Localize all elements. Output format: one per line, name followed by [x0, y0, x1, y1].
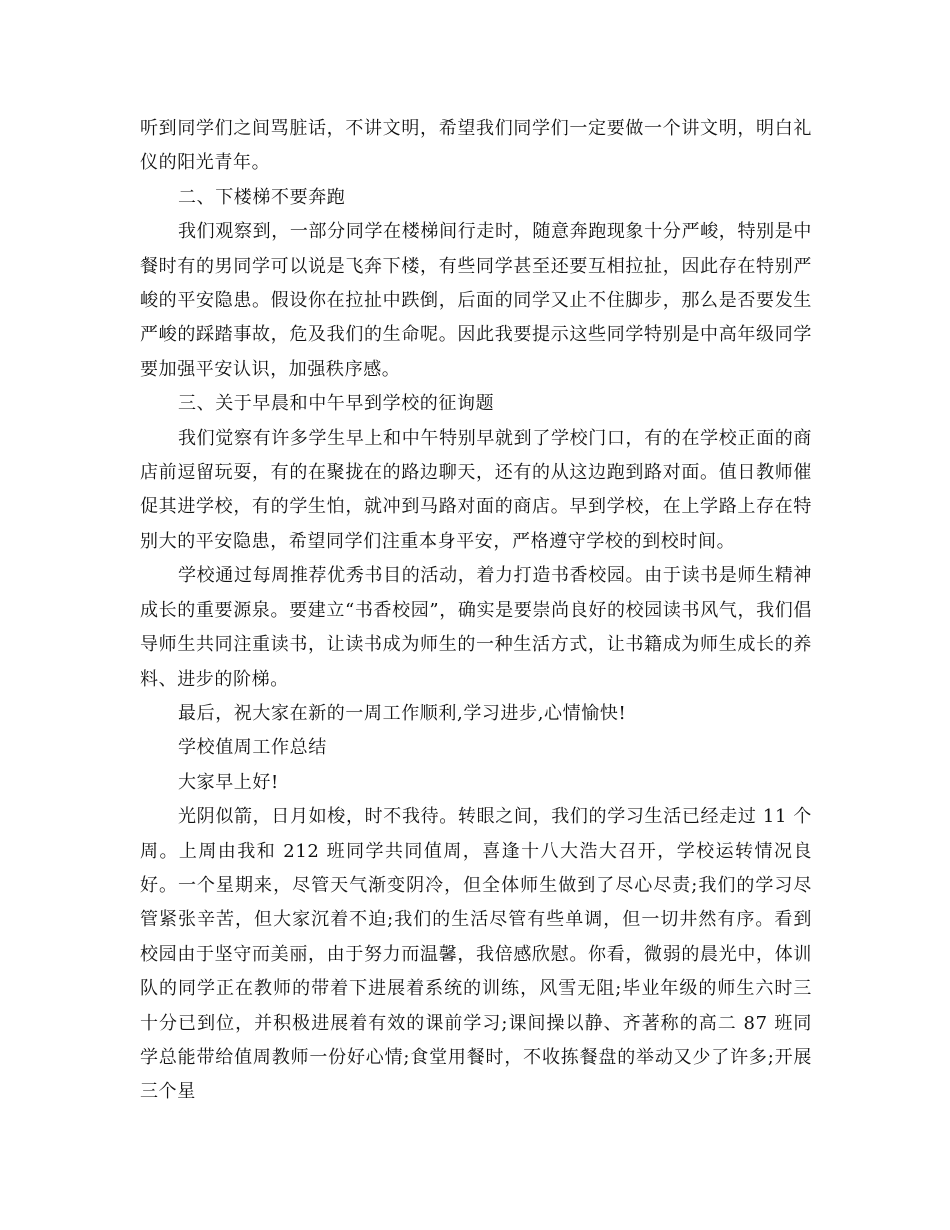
- paragraph-closing-wishes: 最后，祝大家在新的一周工作顺利,学习进步,心情愉快!: [178, 702, 627, 724]
- greeting: 大家早上好!: [178, 771, 279, 793]
- paragraph-1: 听到同学们之间骂脏话，不讲文明，希望我们同学们一定要做一个讲文明，明白礼仪的阳光青年。: [140, 118, 812, 174]
- section-heading-stairs: 二、下楼梯不要奔跑: [178, 186, 346, 208]
- paragraph-weekly-summary: 光阴似箭，日月如梭，时不我待。转眼之间，我们的学习生活已经走过 11 个周。上周由我和 212 班同学共同值周，喜逢十八大浩大召开，学校运转情况良好。一个星期来，尽管天气渐变阴冷，但全体师生做到了尽心尽责;我们的学习尽管紧张辛苦，但大家沉着不迫;我们的生活尽管有些单调，但一切井然有序。看到校园由于坚守而美丽，由于努力而温馨，我倍感欣慰。你看，微弱的晨光中，体训队的同学正在教师的带着下进展着系统的训练，风雪无阻;毕业年级的师生六时三十分已到位，并积极进展着有效的课前学习;课间操以静、齐著称的高二 87 班同学总能带给值周教师一份好心情;食堂用餐时，不收拣餐盘的举动又少了许多;开展三个星: [140, 806, 812, 1103]
- section-heading-early-arrival: 三、关于早晨和中午早到学校的征询题: [178, 393, 495, 415]
- paragraph-stairs: 我们观察到，一部分同学在楼梯间行走时，随意奔跑现象十分严峻，特别是中餐时有的男同学可以说是飞奔下楼，有些同学甚至还要互相拉扯，因此存在特别严峻的平安隐患。假设你在拉扯中跌倒，后面的同学又止不住脚步，那么是否要发生严峻的踩踏事故，危及我们的生命呢。因此我要提示这些同学特别是中高年级同学要加强平安认识，加强秩序感。: [140, 221, 812, 380]
- paragraph-early-arrival: 我们觉察有许多学生早上和中午特别早就到了学校门口，有的在学校正面的商店前逗留玩耍，有的在聚拢在的路边聊天，还有的从这边跑到路对面。值日教师催促其进学校，有的学生怕，就冲到马路对面的商店。早到学校，在上学路上存在特别大的平安隐患，希望同学们注重本身平安，严格遵守学校的到校时间。: [140, 427, 812, 552]
- section-title-weekly-summary: 学校值周工作总结: [178, 737, 327, 759]
- document-body: [140, 112, 812, 1110]
- paragraph-reading-campus: 学校通过每周推荐优秀书目的活动，着力打造书香校园。由于读书是师生精神成长的重要源泉。要建立“书香校园”，确实是要崇尚良好的校园读书风气，我们倡导师生共同注重读书，让读书成为师生的一种生活方式，让书籍成为师生成长的养料、进步的阶梯。: [140, 565, 812, 690]
